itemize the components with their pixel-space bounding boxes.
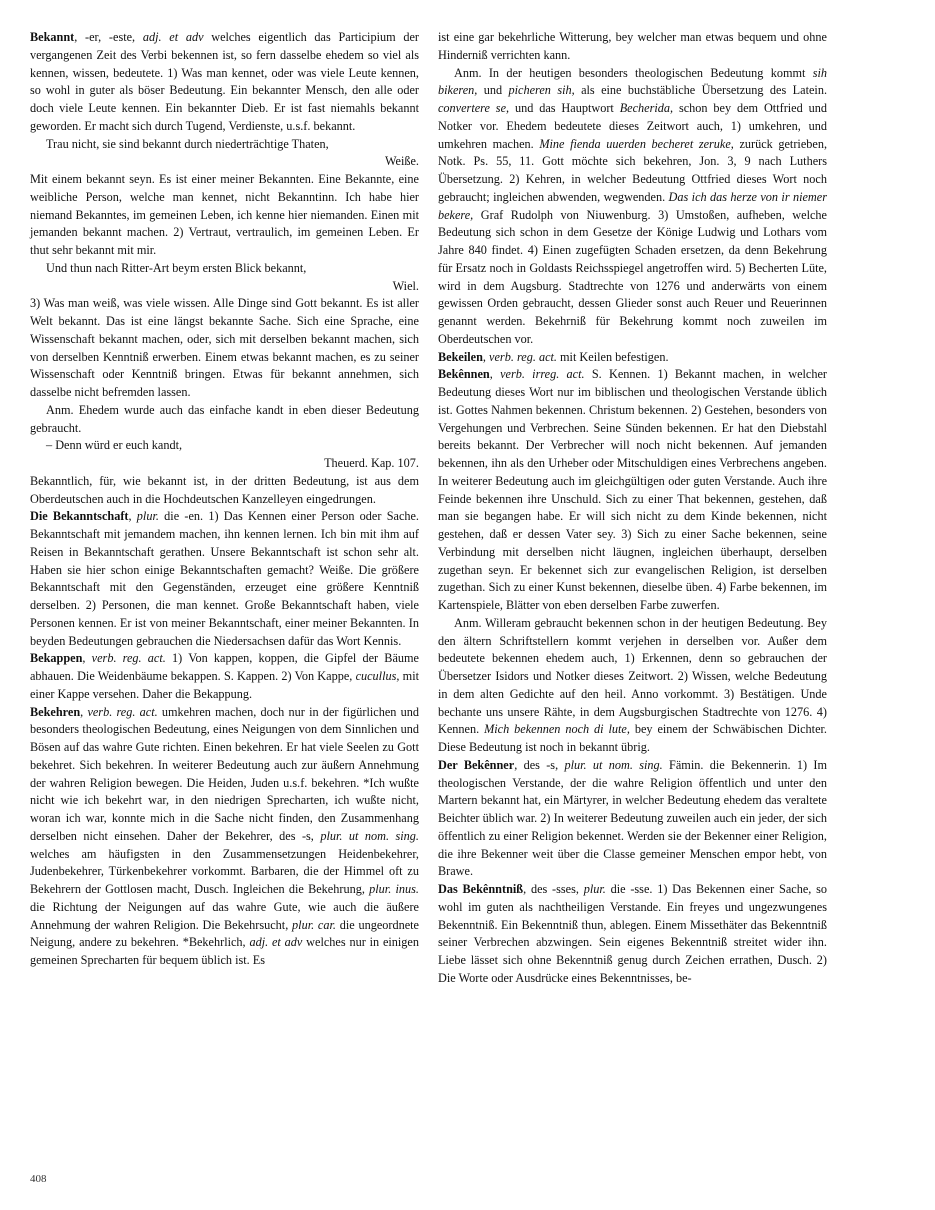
- grammar-label: adj. et adv: [142, 30, 204, 44]
- grammar-label: verb. reg. act.: [87, 704, 158, 719]
- grammar-label: verb. reg. act.: [489, 349, 557, 364]
- headword: Bekannt: [30, 30, 75, 44]
- headword: Bekappen: [30, 651, 83, 666]
- headword: Der Bekênner: [438, 757, 515, 772]
- headword: Bekeilen: [438, 349, 483, 364]
- grammar-label: plur. ut nom. sing.: [564, 757, 663, 772]
- entry-bekenner: Der Bekênner, des -s, plur. ut nom. sing. Fämin. die Bekennerin. 1) Im theologischen Verstande, der die wahre Religion öffentlich und unter den Martern bekannt hat, ein Märtyrer, in welcher Bedeutung ehedem das veraltete Beichter üblich war. 2) In weiterer Bedeutung zuweilen auch ein jeder, der sich öffentlich zu einer Religion bekennet. Werden sie der Bekenner einer Religion, die ihre Bekenner weit über die Classe gemeiner Menschen empor hebt, von Brawe.: [438, 757, 827, 879]
- entry-bekenntniss: Das Bekênntniß, des -sses, plur. die -sse. 1) Das Bekennen einer Sache, so wohl im guten als nachtheiligen Verstande. Ein freyes und ungezwungenes Bekenntniß. Ein Bekenntniß thun, ablegen. Einem Missethäter das Bekenntniß seiner Verbrechen abzwingen. Sein eigenes Bekenntniß streitet wider ihn. Liebe lässet sich ohne Bekenntniß genug durch Zeichen errathen, Dusch. 2) Die Worte oder Ausdrücke eines Bekenntnisses, be-: [438, 882, 827, 985]
- annotation: Anm. In der heutigen besonders theologischen Bedeutung kommt sih bikeren, und picheren sih, als eine buchstäbliche Übersetzung des Latein. convertere se, und das Hauptwort Becherida, schon bey dem Ottfried und Notker vor. Ehedem bedeutete dieses Zeitwort auch, 1) umkehren, und umkehren machen. Mine fienda uuerden becheret zeruke, zurück getrieben, Notk. Ps. 55, 11. Gott möchte sich bekehren, Jon. 3, 9 nach Luthers Übersetzung. 2) Kehren, in welcher Bedeutung Ottfried dieses Wort noch gebraucht; ingleichen abwenden, wegwenden. Das ich das herze von ir niemer bekere, Graf Rudolph von Niuwenburg. 3) Umstoßen, aufheben, welche Bedeutung sich schon in dem Gesetze der Könige Ludwig und Lothars vom Jahre 840 findet. 4) Einen zugefügten Schaden ersetzen, da denn Bekehrung für Ersatz noch in Goldasts Reichsspiegel angetroffen wird. 5) Becherten Lüte, wird in dem Augsburg. Stadtrechte von 1276 und anderwärts von einem gewissen Orden gebraucht, dessen Glieder sonst auch Reuer und Reuerinnen genannt werden. Bekehrniß für Bekehrung kommt noch zuweilen im Oberdeutschen vor.: [438, 65, 828, 346]
- quote-source: Theuerd. Kap. 107.: [324, 456, 419, 470]
- headword: Die Bekanntschaft: [30, 509, 129, 524]
- paragraph: Bekanntlich, für, wie bekannt ist, in der dritten Bedeutung, ist aus dem Oberdeutschen auch in die Hochdeutschen Kanzelleyen eingedrungen.: [30, 473, 419, 506]
- headword: Das Bekênntniß: [438, 882, 524, 896]
- right-column: [438, 29, 827, 988]
- quote: Trau nicht, sie sind bekannt durch niederträchtige Thaten,: [46, 136, 329, 151]
- entry-bekeilen: Bekeilen, verb. reg. act. mit Keilen befestigen.: [438, 349, 669, 364]
- entry-bekannt: Bekannt, -er, -este, adj. et adv welches eigentlich das Participium der vergangenen Zeit des Verbi bekennen ist, so fern dasselbe ehedem so viel als kennen, wissen, bedeutete. 1) Was man kennet, oder was viele Leute kennen, so wohl in guter als böser Bedeutung. Ein bekannter Mensch, den alle oder doch viele Leute kennen. Ein bekannter Dieb. Er ist fast niemahls bekannt geworden. Er macht sich durch Tugend, Verdienste, u.s.f. bekannt.: [30, 30, 420, 133]
- quote: – Denn würd er euch kandt,: [46, 438, 183, 453]
- annotation: Anm. Ehedem wurde auch das einfache kandt in eben dieser Bedeutung gebraucht.: [30, 402, 419, 435]
- grammar-label: plur.: [583, 882, 606, 896]
- entry-bekanntschaft: Die Bekanntschaft, plur. die -en. 1) Das Kennen einer Person oder Sache. Bekanntschaft mit jemandem machen, ihn kennen lernen. Ich bin mit ihm auf Reisen in Bekanntschaft gerathen. Unsere Bekanntschaft ist schon sehr alt. Haben sie hier schon einige Bekanntschaften gemacht? Weiße. Die größere Bekanntschaft mit den Gegenständen, erzeuget eine größere Kenntniß derselben. 2) Personen, die man kennet. Große Bekanntschaft haben, viele Personen kennen. Er ist von meiner Bekanntschaft, einer meiner Bekannten. In beyden Bedeutungen gebrauchen die Niedersachsen dafür das Wort Kennis.: [30, 509, 419, 648]
- dictionary-page: [30, 29, 910, 1179]
- continuation: ist eine gar bekehrliche Witterung, bey welcher man etwas bequem und ohne Hinderniß verrichten kann.: [438, 30, 827, 62]
- paragraph: 3) Was man weiß, was viele wissen. Alle Dinge sind Gott bekannt. Es ist aller Welt bekannt. Das ist eine längst bekannte Sache. Sich eine Sprache, eine Wissenschaft bekannt machen, oder, sich mit derselben bekannt machen, sich von derselben Kenntniß erwerben. Einem etwas bekannt machen, es zu seiner Wissenschaft oder Kenntniß bringen. Etwas für bekannt annehmen, sich dasselbe nicht befremden lassen.: [30, 296, 419, 399]
- page-number: 408: [30, 1173, 47, 1185]
- left-column: [30, 29, 419, 970]
- quote-source: Weiße.: [384, 154, 419, 169]
- entry-bekappen: Bekappen, verb. reg. act. 1) Von kappen, koppen, die Gipfel der Bäume abhauen. Die Weidenbäume bekappen. S. Kappen. 2) Von Kappe, cucullus, mit einer Kappe versehen. Daher die Bekappung.: [30, 651, 419, 701]
- headword: Bekehren: [30, 704, 81, 719]
- grammar-label: verb. reg. act.: [91, 651, 166, 666]
- entry-bekennen: Bekênnen, verb. irreg. act. S. Kennen. 1) Bekannt machen, in welcher Bedeutung dieses Wort nur im biblischen und theologischen Verstande üblich ist. Gottes Nahmen bekennen. Christum bekennen. 2) Gestehen, besonders von Vergehungen und Verbrechen. Seine Sünden bekennen. Er hat den Diebstahl bereits bekannt. Der Verbrecher will noch nicht bekennen. Auf jemanden bekennen, ihn als den Urheber oder Mitschuldigen eines Verbrechens angeben. In weiterer Bedeutung auch im gleichgültigen oder guten Verstande. Auch ihre Feinde bekennen ihre Unschuld. Sich zu einer That bekennen, gestehen, daß man sie begangen habe. Er will sich nicht zu dem Kinde bekennen, nicht gestehen, daß er dessen Vater sey. 3) Sich zu einer Sache bekennen, seine Verbindung mit derselben nicht läugnen, ingleichen überhaupt, derselben zugethan seyn. Er bekennet sich zur evangelischen Religion, ist derselben zugethan. Sich zu einer Kunst bekennen, dieselbe üben. 4) Farbe bekennen, im Kartenspiele, Blätter von eben derselben Farbe zuwerfen.: [438, 367, 828, 612]
- quote: Und thun nach Ritter-Art beym ersten Blick bekannt,: [46, 260, 307, 275]
- grammar-label: verb. irreg. act.: [500, 367, 585, 382]
- entry-bekehren: Bekehren, verb. reg. act. umkehren machen, doch nur in der figürlichen und besonders theologischen Bedeutung, eines Neigungen von dem Sinnlichen und Bösen auf das wahre Gute richten. Einen bekehren. Er hat viele Seelen zu Gott bekehret. Sich bekehren. In weiterer Bedeutung auch zur äußern Annehmung der wahren Religion bewegen. Die Heiden, Juden u.s.f. bekehren. *Ich wußte nicht wie ich bekehrt war, in den niedrigen Sprecharten, ich wußte nicht, woran ich war, konnte mich in die Sache nicht finden, den Zusammenhang derselben nicht einsehen. Daher der Bekehrer, des -s, plur. ut nom. sing. welches am häufigsten in den Zusammensetzungen Heidenbekehrer, Judenbekehrer, Türkenbekehrer vorkommt. Barbaren, die der Himmel oft zu Bekehrern der Gottlosen macht, Dusch. Ingleichen die Bekehrung, plur. inus. die Richtung der Neigungen auf das wahre Gute, wie auch die äußere Annehmung der wahren Religion. Die Bekehrsucht, plur. car. die ungeordnete Neigung, andere zu bekehren. *Bekehrlich, adj. et adv welches nur in einigen gemeinen Sprecharten für bequem üblich ist. Es: [30, 704, 420, 967]
- quote-source: Wiel.: [392, 278, 419, 293]
- annotation: Anm. Willeram gebraucht bekennen schon in der heutigen Bedeutung. Bey den ältern Schriftstellern kommt verjehen in derselben vor. Außer dem bedeutete bekennen ehedem auch, 1) Erkennen, denn so gebrauchen der Übersetzer Isidors und Notker dieses Zeitwort. 2) Wissen, welche Bedeutung in dem alten Gedichte auf den heil. Anno vorkommt. 3) Bestätigen. Unde bechante uns unsere Rähte, in dem Augsburgischen Stadtrechte von 1276. 4) Kennen. Mich bekennen noch di lute, bey einem der Schwäbischen Dichter. Diese Bedeutung ist noch in bekannt übrig.: [438, 615, 827, 754]
- headword: Bekênnen: [438, 367, 490, 382]
- grammar-label: plur.: [136, 509, 159, 524]
- paragraph: Mit einem bekannt seyn. Es ist einer meiner Bekannten. Eine Bekannte, eine weibliche Person, welche man kennet, nicht Bekanntinn. Ich habe hier niemand Bekanntes, im gemeinen Leben, ich kenne hier niemanden. Einen mit jemanden bekannt machen. 2) Vertraut, vertraulich, im gemeinen Leben. Er thut sehr bekannt mit mir.: [30, 172, 419, 257]
